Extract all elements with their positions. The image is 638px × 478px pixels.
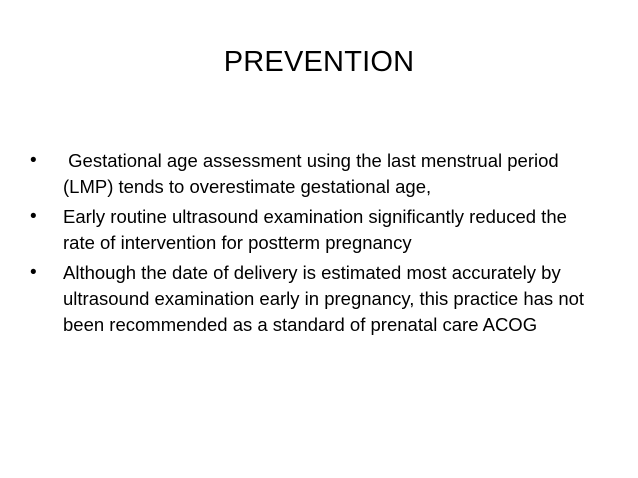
slide-title: PREVENTION [223,46,415,78]
bullet-list [30,148,600,342]
bullet-icon: • [30,206,37,227]
bullet-icon: • [30,150,37,171]
bullet-text: Gestational age assessment using the last menstrual period (LMP) tends to overestimate gestational age, [63,150,564,197]
bullet-text: Early routine ultrasound examination significantly reduced the rate of intervention for postterm pregnancy [63,206,567,253]
bullet-text: Although the date of delivery is estimated most accurately by ultrasound examination early in pregnancy, this practice has not been recommended as a standard of prenatal care ACOG [63,262,585,335]
bullet-icon: • [30,262,37,283]
bullet-item [30,148,600,200]
bullet-item [30,204,600,256]
bullet-item [30,260,600,338]
